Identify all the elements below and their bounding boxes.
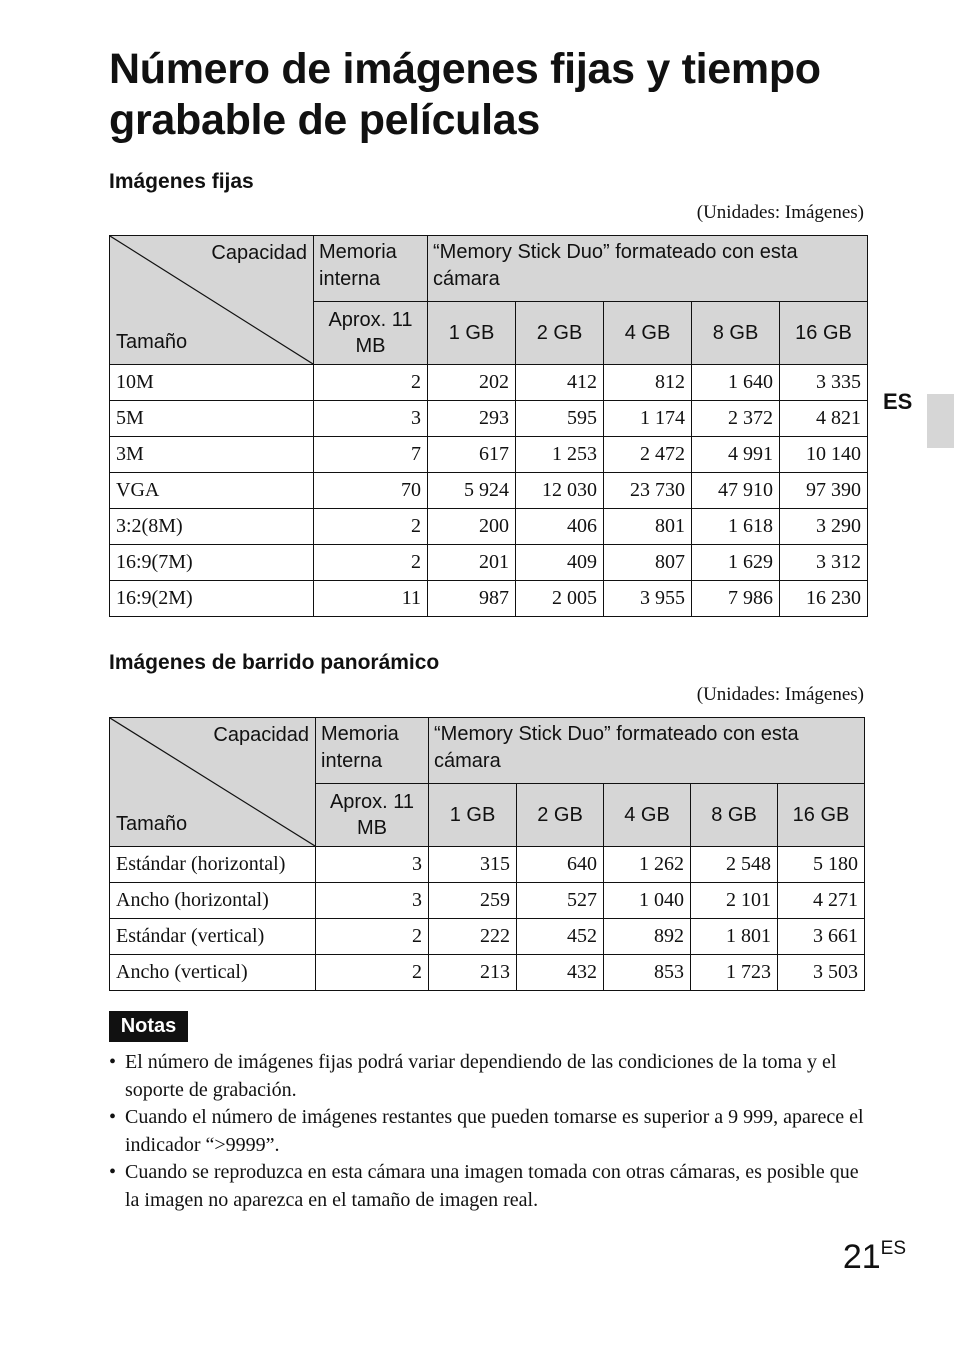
image-count-cell: 987	[428, 581, 516, 617]
image-count-cell: 2 101	[691, 883, 778, 919]
row-size-label: Estándar (horizontal)	[110, 847, 316, 883]
table-row	[110, 955, 865, 991]
table-row	[110, 847, 865, 883]
image-count-cell: 222	[429, 919, 517, 955]
image-count-cell: 3	[314, 401, 428, 437]
panorama-units: (Unidades: Imágenes)	[696, 684, 864, 705]
image-count-cell: 293	[428, 401, 516, 437]
table-row	[110, 883, 865, 919]
image-count-cell: 70	[314, 473, 428, 509]
image-count-cell: 2 005	[516, 581, 604, 617]
table-row	[110, 437, 868, 473]
internal-memory-header: Memoria interna	[316, 718, 429, 784]
table-row	[110, 581, 868, 617]
still-images-heading: Imágenes fijas	[109, 170, 254, 193]
image-count-cell: 595	[516, 401, 604, 437]
still-images-table	[109, 235, 868, 617]
image-count-cell: 2 548	[691, 847, 778, 883]
image-count-cell: 3 955	[604, 581, 692, 617]
image-count-cell: 10 140	[780, 437, 868, 473]
table-row	[110, 919, 865, 955]
image-count-cell: 2 372	[692, 401, 780, 437]
image-count-cell: 315	[429, 847, 517, 883]
corner-header-cell	[110, 236, 314, 365]
corner-header-cell	[110, 718, 316, 847]
panorama-table	[109, 717, 865, 991]
size-label: Tamaño	[116, 331, 188, 353]
capacity-header-cell: Aprox. 11 MB	[316, 784, 429, 847]
image-count-cell: 201	[428, 545, 516, 581]
table-row	[110, 365, 868, 401]
capacity-header-cell: 2 GB	[516, 302, 604, 365]
language-tab-marker	[927, 394, 954, 448]
row-size-label: 16:9(7M)	[110, 545, 314, 581]
row-size-label: Ancho (horizontal)	[110, 883, 316, 919]
notes-list	[109, 1049, 874, 1214]
image-count-cell: 47 910	[692, 473, 780, 509]
memory-stick-header: “Memory Stick Duo” formateado con esta cámara	[428, 236, 868, 302]
image-count-cell: 23 730	[604, 473, 692, 509]
image-count-cell: 640	[517, 847, 604, 883]
row-size-label: VGA	[110, 473, 314, 509]
capacity-header-cell: 16 GB	[780, 302, 868, 365]
image-count-cell: 1 640	[692, 365, 780, 401]
row-size-label: Estándar (vertical)	[110, 919, 316, 955]
image-count-cell: 16 230	[780, 581, 868, 617]
image-count-cell: 4 991	[692, 437, 780, 473]
image-count-cell: 1 174	[604, 401, 692, 437]
capacity-header-cell: Aprox. 11 MB	[314, 302, 428, 365]
panorama-rows	[110, 847, 865, 991]
image-count-cell: 3 503	[778, 955, 865, 991]
note-item: • Cuando se reproduzca en esta cámara una imagen tomada con otras cámaras, es posible que la imagen no aparezca en el tamaño de imagen real.	[109, 1159, 874, 1214]
image-count-cell: 409	[516, 545, 604, 581]
image-count-cell: 2	[314, 365, 428, 401]
row-size-label: 3:2(8M)	[110, 509, 314, 545]
image-count-cell: 5 924	[428, 473, 516, 509]
capacity-header-cell: 2 GB	[517, 784, 604, 847]
note-item: • Cuando el número de imágenes restantes que pueden tomarse es superior a 9 999, aparece el indicador “>9999”.	[109, 1104, 874, 1159]
image-count-cell: 812	[604, 365, 692, 401]
image-count-cell: 807	[604, 545, 692, 581]
image-count-cell: 4 271	[778, 883, 865, 919]
image-count-cell: 5 180	[778, 847, 865, 883]
row-size-label: 5M	[110, 401, 314, 437]
row-size-label: 10M	[110, 365, 314, 401]
page-number-suffix: ES	[880, 1238, 906, 1259]
image-count-cell: 617	[428, 437, 516, 473]
image-count-cell: 3 661	[778, 919, 865, 955]
image-count-cell: 3 290	[780, 509, 868, 545]
table-row	[110, 401, 868, 437]
image-count-cell: 412	[516, 365, 604, 401]
notes-badge: Notas	[109, 1011, 188, 1042]
image-count-cell: 3	[316, 883, 429, 919]
capacity-header-cell: 16 GB	[778, 784, 865, 847]
image-count-cell: 3 312	[780, 545, 868, 581]
image-count-cell: 3	[316, 847, 429, 883]
row-size-label: Ancho (vertical)	[110, 955, 316, 991]
image-count-cell: 11	[314, 581, 428, 617]
capacity-label: Capacidad	[211, 242, 307, 264]
image-count-cell: 2	[316, 955, 429, 991]
image-count-cell: 259	[429, 883, 517, 919]
image-count-cell: 2	[314, 545, 428, 581]
image-count-cell: 2	[314, 509, 428, 545]
table-header-row	[110, 236, 868, 302]
capacity-label: Capacidad	[213, 724, 309, 746]
page-number-value: 21	[842, 1238, 881, 1276]
image-count-cell: 1 262	[604, 847, 691, 883]
capacity-header-cell: 1 GB	[428, 302, 516, 365]
still-images-rows	[110, 365, 868, 617]
table-header-row	[110, 718, 865, 784]
capacity-header-cell: 4 GB	[604, 302, 692, 365]
capacity-header-cell: 8 GB	[691, 784, 778, 847]
note-item: • El número de imágenes fijas podrá variar dependiendo de las condiciones de la toma y el soporte de grabación.	[109, 1049, 874, 1104]
panorama-heading: Imágenes de barrido panorámico	[109, 651, 440, 674]
language-tab-label: ES	[883, 389, 913, 414]
image-count-cell: 200	[428, 509, 516, 545]
image-count-cell: 7	[314, 437, 428, 473]
image-count-cell: 202	[428, 365, 516, 401]
capacity-header-cell: 8 GB	[692, 302, 780, 365]
image-count-cell: 97 390	[780, 473, 868, 509]
image-count-cell: 432	[517, 955, 604, 991]
image-count-cell: 892	[604, 919, 691, 955]
internal-memory-header: Memoria interna	[314, 236, 428, 302]
image-count-cell: 12 030	[516, 473, 604, 509]
capacity-header-cell: 4 GB	[604, 784, 691, 847]
size-label: Tamaño	[116, 813, 188, 835]
image-count-cell: 1 723	[691, 955, 778, 991]
image-count-cell: 4 821	[780, 401, 868, 437]
image-count-cell: 406	[516, 509, 604, 545]
still-images-units: (Unidades: Imágenes)	[696, 202, 864, 223]
table-row	[110, 509, 868, 545]
image-count-cell: 452	[517, 919, 604, 955]
image-count-cell: 2	[316, 919, 429, 955]
image-count-cell: 7 986	[692, 581, 780, 617]
image-count-cell: 1 629	[692, 545, 780, 581]
image-count-cell: 1 618	[692, 509, 780, 545]
table-row	[110, 545, 868, 581]
capacity-header-cell: 1 GB	[429, 784, 517, 847]
image-count-cell: 2 472	[604, 437, 692, 473]
image-count-cell: 3 335	[780, 365, 868, 401]
row-size-label: 16:9(2M)	[110, 581, 314, 617]
image-count-cell: 801	[604, 509, 692, 545]
image-count-cell: 213	[429, 955, 517, 991]
image-count-cell: 1 801	[691, 919, 778, 955]
row-size-label: 3M	[110, 437, 314, 473]
image-count-cell: 527	[517, 883, 604, 919]
memory-stick-header: “Memory Stick Duo” formateado con esta cámara	[429, 718, 865, 784]
page-number	[843, 1238, 906, 1277]
image-count-cell: 853	[604, 955, 691, 991]
image-count-cell: 1 040	[604, 883, 691, 919]
table-row	[110, 473, 868, 509]
page-title: Número de imágenes fijas y tiempo grabable de películas	[109, 45, 821, 144]
image-count-cell: 1 253	[516, 437, 604, 473]
